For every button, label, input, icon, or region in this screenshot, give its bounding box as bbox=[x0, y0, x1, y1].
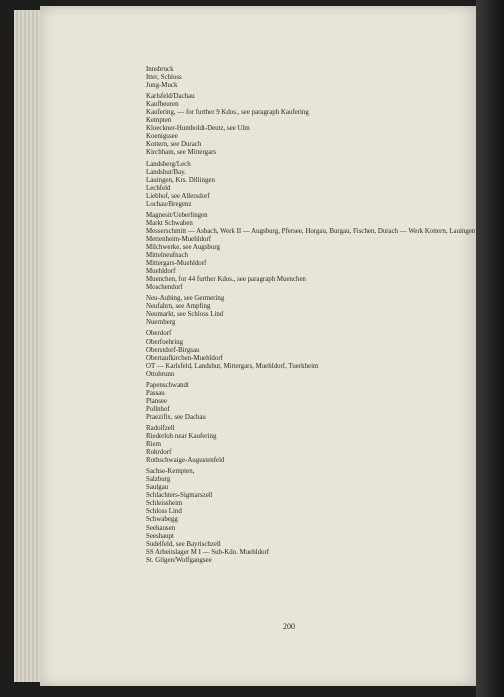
place-entry: Saulgau bbox=[146, 484, 169, 492]
place-entry: Liebhof, see Allersdorf bbox=[146, 192, 210, 200]
place-entry: Sachse-Kempten, bbox=[146, 468, 195, 476]
place-entry: Muehldorf bbox=[146, 268, 176, 276]
place-entry: Milchwerke, see Augsburg bbox=[146, 243, 220, 251]
place-entry: Lechfeld bbox=[146, 184, 171, 192]
entry-group bbox=[146, 330, 478, 378]
entry-group bbox=[146, 295, 478, 327]
place-entry: Obertaufkirchen-Muehldorf bbox=[146, 354, 223, 362]
entry-group bbox=[146, 468, 478, 565]
place-entry: Oberfoehring bbox=[146, 338, 184, 346]
place-name-list bbox=[146, 66, 478, 568]
place-entry: Itter, Schloss bbox=[146, 74, 182, 82]
place-entry: Kirchham, see Mittergars bbox=[146, 149, 217, 157]
place-entry: Riem bbox=[146, 441, 161, 449]
place-entry: Kloeckner-Humboldt-Deutz, see Ulm bbox=[146, 125, 250, 133]
place-entry: Oberdorf bbox=[146, 330, 172, 338]
place-entry: Schwabegg bbox=[146, 516, 178, 524]
place-entry: Radolfzell bbox=[146, 424, 175, 432]
place-entry: Kaufbeuren bbox=[146, 101, 179, 109]
place-entry: Kempten bbox=[146, 117, 172, 125]
place-entry: Seeshaupt bbox=[146, 532, 174, 540]
place-entry: Riederloh near Kaufering bbox=[146, 433, 217, 441]
place-entry: Innsbruck bbox=[146, 66, 174, 73]
place-entry: Schlachters-Sigmarszell bbox=[146, 492, 213, 500]
place-entry: Kaufering, — for further 9 Kdos., see paragraph Kaufering bbox=[146, 109, 309, 117]
place-entry: Plansee bbox=[146, 397, 168, 405]
place-entry: Seehausen bbox=[146, 524, 176, 532]
place-entry: Landshut/Bay. bbox=[146, 168, 186, 176]
place-entry: Karlsfeld/Dachau bbox=[146, 93, 195, 101]
place-entry: Messerschmitt — Asbach, Werk II — Augsburg, Pfersee, Horgau, Burgau, Fischen, Durach — Werk Kottern, Lauingen bbox=[146, 227, 476, 235]
place-entry: Koenigssee bbox=[146, 133, 178, 141]
place-entry: Rothschwaige-Augustenfeld bbox=[146, 457, 225, 465]
place-entry: Sudelfeld, see Bayrischzell bbox=[146, 540, 221, 548]
place-entry: OT — Karlsfeld, Landshut, Mittergars, Muehldorf, Tuerkheim bbox=[146, 362, 319, 370]
place-entry: Schleissheim bbox=[146, 500, 183, 508]
place-entry: Markt Schwaben bbox=[146, 219, 193, 227]
place-entry: Lochau/Bregenz bbox=[146, 200, 192, 208]
entry-group bbox=[146, 161, 478, 209]
place-entry: Ottobrunn bbox=[146, 370, 175, 378]
place-entry: Mittergars-Muehldorf bbox=[146, 260, 207, 268]
place-entry: Neumarkt, see Schloss Lind bbox=[146, 311, 224, 319]
place-entry: Papenschwandt bbox=[146, 381, 189, 389]
entry-group bbox=[146, 66, 478, 90]
entry-group bbox=[146, 382, 478, 422]
entry-group bbox=[146, 425, 478, 465]
place-entry: Magnesit/Ueberlingen bbox=[146, 211, 208, 219]
place-entry: Neufahrn, see Ampfing bbox=[146, 303, 211, 311]
place-entry: Lauingen, Krs. Dillingen bbox=[146, 176, 215, 184]
place-entry: St. Gilgen/Wolfgangsee bbox=[146, 556, 212, 564]
place-entry: Muenchen, for 44 further Kdos., see paragraph Muenchen bbox=[146, 276, 306, 284]
place-entry: Mittelneufnach bbox=[146, 252, 189, 260]
place-entry: Mettenheim-Muehldorf bbox=[146, 235, 212, 243]
place-entry: Rohrdorf bbox=[146, 449, 172, 457]
place-entry: Schloss Lind bbox=[146, 508, 182, 516]
page-number: 200 bbox=[283, 622, 295, 631]
place-entry: Kottern, see Durach bbox=[146, 141, 202, 149]
entry-group bbox=[146, 212, 478, 292]
place-entry: Moschendorf bbox=[146, 284, 183, 292]
book-gutter bbox=[476, 0, 504, 697]
place-entry: Nuernberg bbox=[146, 319, 176, 327]
place-entry: Oberstdorf-Birgsau bbox=[146, 346, 200, 354]
place-entry: Jung-Muck bbox=[146, 82, 178, 90]
place-entry: Neu-Aubing, see Germering bbox=[146, 295, 225, 303]
place-entry: Pollnhof bbox=[146, 405, 170, 413]
place-entry: Passau bbox=[146, 389, 165, 397]
place-entry: SS Arbeitslager M I — Sub-Kdo. Muehldorf bbox=[146, 548, 270, 556]
place-entry: Salzburg bbox=[146, 476, 171, 484]
place-entry: Landsberg/Lech bbox=[146, 160, 191, 168]
entry-group bbox=[146, 93, 478, 157]
place-entry: Praezifix, see Dachau bbox=[146, 413, 206, 421]
